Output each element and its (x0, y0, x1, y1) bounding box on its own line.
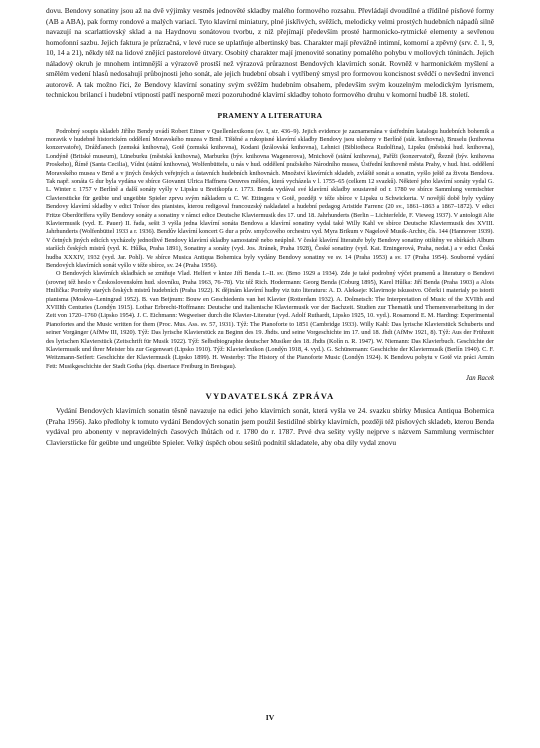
page-number: IV (265, 713, 275, 722)
author-signature: Jan Racek (465, 375, 494, 383)
intro-paragraph: dovu. Bendovy sonatiny jsou až na dvě výjimky vesměs jednověté skladby malého formového rozsahu. Převládají dvoudílné a třídílné písňové formy (AB a ABA), pak formy rondové a malých variací. Tyto klavírní miniatury, plné jiskřivých, svěžích, melodicky velmi prostých hudebních nápadů silně navazují na scarlattiovský sklad a na Haydnovu sonátovou tvorbu, z níž přejímají především prosté harmonicko-rytmické elementy a sevřenou homofonní sazbu. Jejich faktura je průzračná, v levé ruce se uplatňuje albertinský bas. Charakter mají převážně intimní, komorní a zpěvný (srv. č. 1, 9, 10, 14 a 21), někdy též na lidové znějící pastorelové útvary. Osobitý charakter mají jmenovité sonatiny pomalého pohybu v mollových tóninách. Jejich náladový okruh je mnohem intimnější a výrazově prostší než výrazová průraznost Bendových klavírních sonát. Rovněž v harmonickém myšlení a smělém vedení hlasů nedosahují průbojnosti jeho sonát, ale jejich hudební obsah i vytříbený smysl pro formovou koncisnost svědčí o nevšední invenci autorově. A tak možno říci, že Bendovy klavírní sonatiny svým svěžím hudebním obsahem, především svým kouzelným melodickým lyrismem, technickou brilancí i hudební vtipností patří nesporně mezi pozoruhodné klavírní skladby tohoto formového druhu v komorní hudbě 18. století. (46, 6, 494, 99)
literature-heading: PRAMENY A LITERATURA (217, 110, 323, 120)
literature-paragraph-2: O Bendových klavírních skladbách se zmiňuje Vlad. Helfert v knize Jiří Benda I.–II. sv. (Brno 1929 a 1934). Zde je také podrobný výčet pramenů a literatury o Bendovi (srovnej též heslo v Československém hud. slovníku, Praha 1963, 76–78). Viz též Rich. Hodermann: Georg Benda (Coburg 1895), Karel Hůlka: Jiří Benda (Praha 1903) a Alois Hnilička: Portréty starých českých mistrů hudebních (Praha 1922). K dějinám klavírní hudby viz tuto literaturu: A. D. Alekseje: Klavirnoje iskusstvo. Očerki i materialy po istorii pianisma (Moskva–Leningrad 1952). B. van Beijnum: Bouw en Geschiedenis van het Klavier (Rotterdam 1932). A. Dolmetsch: The Interpretation of Music of the XVIIth and XVIIIth Centuries (Londýn 1915). Lothar Erbrecht-Hoffmann: Deutsche und italienische Klaviermusik vor der Bachzeit. Studien zur Thematik und Themenverarbeitung in der Zeit von 1720–1760 (Lipsko 1954). J. C. Eichmann: Wegweiser durch die Klavier-Literatur (vyd. Adolf Ruthardt, Lipsko 1925, 10. vyd.). Rosamond E. M. Harding: Experimental Pianofortes and the Music written for them (Proc. Mus. Ass. sv. 57, 1931). Týž: The Pianoforte to 1851 (Cambridge 1933). Willy Kahl: Das lyrische Klavierstück Schuberts und seiner Vorgänger (AfMw III, 1920). Týž: Das lyrische Klavierstück zu Beginn des 19. Jhdts. und seine Vorgeschichte im 17. und 18. Jhdt (AfMw 1921, 8). Týž: Aus der Frühzeit des lyrischen Klavierstück (Zeitschrift für Musik 1922). Týž: Selbstbiographie deutscher Musiker des 18. Jhdts (Kolín n. R. 1947). W. Niemann: Das Klavierbuch. Geschichte der Klaviermusik und ihrer Meister bis zur Gegenwart (Lipsko 1910). Týž: Klavierlexikon (Londýn 1918, 4. vyd.). G. Schünemann: Geschichte der Klaviermusik (Berlín 1940). C. F. Weitzmann-Seifert: Geschichte der Klaviermusik (Lipsko 1899). H. Westerby: The History of the Pianoforte Music (Londýn 1924). K Bendovu pobytu v Gotě viz práci Armin Fett: Musikgeschichte der Stadt Gotha (rkp. disertace Freiburg in Breisgau). (46, 270, 494, 370)
report-heading: VYDAVATELSKÁ ZPRÁVA (205, 391, 335, 402)
report-paragraph: Vydání Bendových klavírních sonatin těsně navazuje na edici jeho klavírních sonát, která vyšla ve 24. svazku sbírky Musica Antiqua Bohemica (Praha 1956). Jako předlohy k tomuto vydání Bendových sonatin jsem použil šestidílné sbírky klavírních, později též písňových skladeb, kterou Benda vydával pro abonenty v nepravidelných časových lhůtách od r. 1780 do r. 1787. Prvé dva sešity vyšly nejprve s názvem Sammlung vermischter Clavierstücke für geübte und ungeübte Spieler. Velký úspěch obou sešitů podnítil skladatele, aby oba díly vydal znovu (46, 406, 494, 447)
literature-paragraph-1: Podrobný soupis skladeb Jiřího Bendy uvádí Robert Eitner v Quellenlexikonu (sv. I, str. 436–9). Jejich evidence je zaznamenána v ústředním katalogu hudebních bohemik a moravik v hudebně historickém oddělení Moravského muzea v Brně. Tištěné a rukopisné klavírní skladby Bendovy jsou uloženy v Berlíně (stát. knihovna), Bruselu (knihovna konzervatoře), Drážďanech (zemská knihovna), Gotě (zemská knihovna), Kodani (královská knihovna), Lehnici (Bibliotheca Rudolfina), Lipsku (městská hud. knihovna), Londýně (Britské museum), Lüneburku (městská knihovna), Marburku (býv. knihovna Wagenerova), Mnichově (státní knihovna), Paříži (konzervatoř), Řezně (býv. knihovna Proskeho), Římě (Santa Cecilia), Vídni (státní knihovna), Wolfenbüttelu, u nás v hud. oddělení pražského Národního musea, Ústřední knihovně města Prahy, v hud. hist. oddělení Moravského musea v Brně a v jiných českých veřejných a ústavních hudebních knihovnách. Množství klavírních skladeb, zvláště sonát a sonatin, vyšlo ještě za života Bendova. Tak např. sonáta G dur byla vydána ve sbírce Giovanni Ulrica Haffnera Oeuvres mêlées, která vycházela v l. 1755–65 (celkem 12 svazků). Některé jeho klavírní sonáty vydal G. L. Winter r. 1757 v Berlíně a další sonáty vyšly v Lipsku u Breitkopfa r. 1773. Benda vydával své klavírní skladby soustavně od r. 1780 ve sbírce Sammlung vermischter Clavierstücke für geübte und ungeübte Spieler zprvu svým nákladem u C. W. Ettingera v Gotě, později v téže sbírce v Lipsku u Schwickerta. V novější době byly vydány Bendovy klavírní skladby v edici Trésor des pianistes, kterou redigoval francouzský nakladatel a hudební pedagog Aristide Farrenc (20 sv., 1861–1863 a 1867–1872). V edici Fritze Oberdörffera vyšly Bendovy sonáty a sonatiny v rámci edice Deutsche Klaviermusik des 17. und 18. Jahrhunderts (Berlin – Lichterfelde, F. Vieweg 1937). V antologii Alte Klaviermusik (vyd. E. Pauer) II. řada, sešit 3 vyšla jedna klavírní sonáta Bendova a klavírní sonatiny vydal také Willy Kahl ve sbírce Deutsche Klaviermusik des XVIII. Jahrhunderts (Wolfenbüttel 1933 a r. 1936). Bendův klavírní koncert G dur a prův. smyčcového orchestru vyd. Myra Brikum v Nagelově Musik-Archiv, čís. 144 (Hannover 1939). V četných jiných edicích vycházely jednotlivé Bendovy klavírní skladby samostatně nebo neúplně. V české klavírní literatuře byly Bendovy sonatiny otištěny ve sbírkách Album starších českých mistrů (vyd. K. Hůlka, Praha 1891), Sonatiny a sonáty (vyd. Jos. Jiránek, Praha 1928), České sonatiny (vyd. Kat. Emingerová, Praha, nedat.) a v edici Česká hudba XXXIV, 1932 (vyd. Jar. Pohl). Ve sbírce Musica Antiqua Bohemica byly vydány Bendovy sonatiny ve sv. 14 (Praha 1953) a sv. 17 (Praha 1954). Souborné vydání Bendových klavírních sonát vyšlo v téže sbírce, sv. 24 (Praha 1956). (46, 127, 494, 269)
